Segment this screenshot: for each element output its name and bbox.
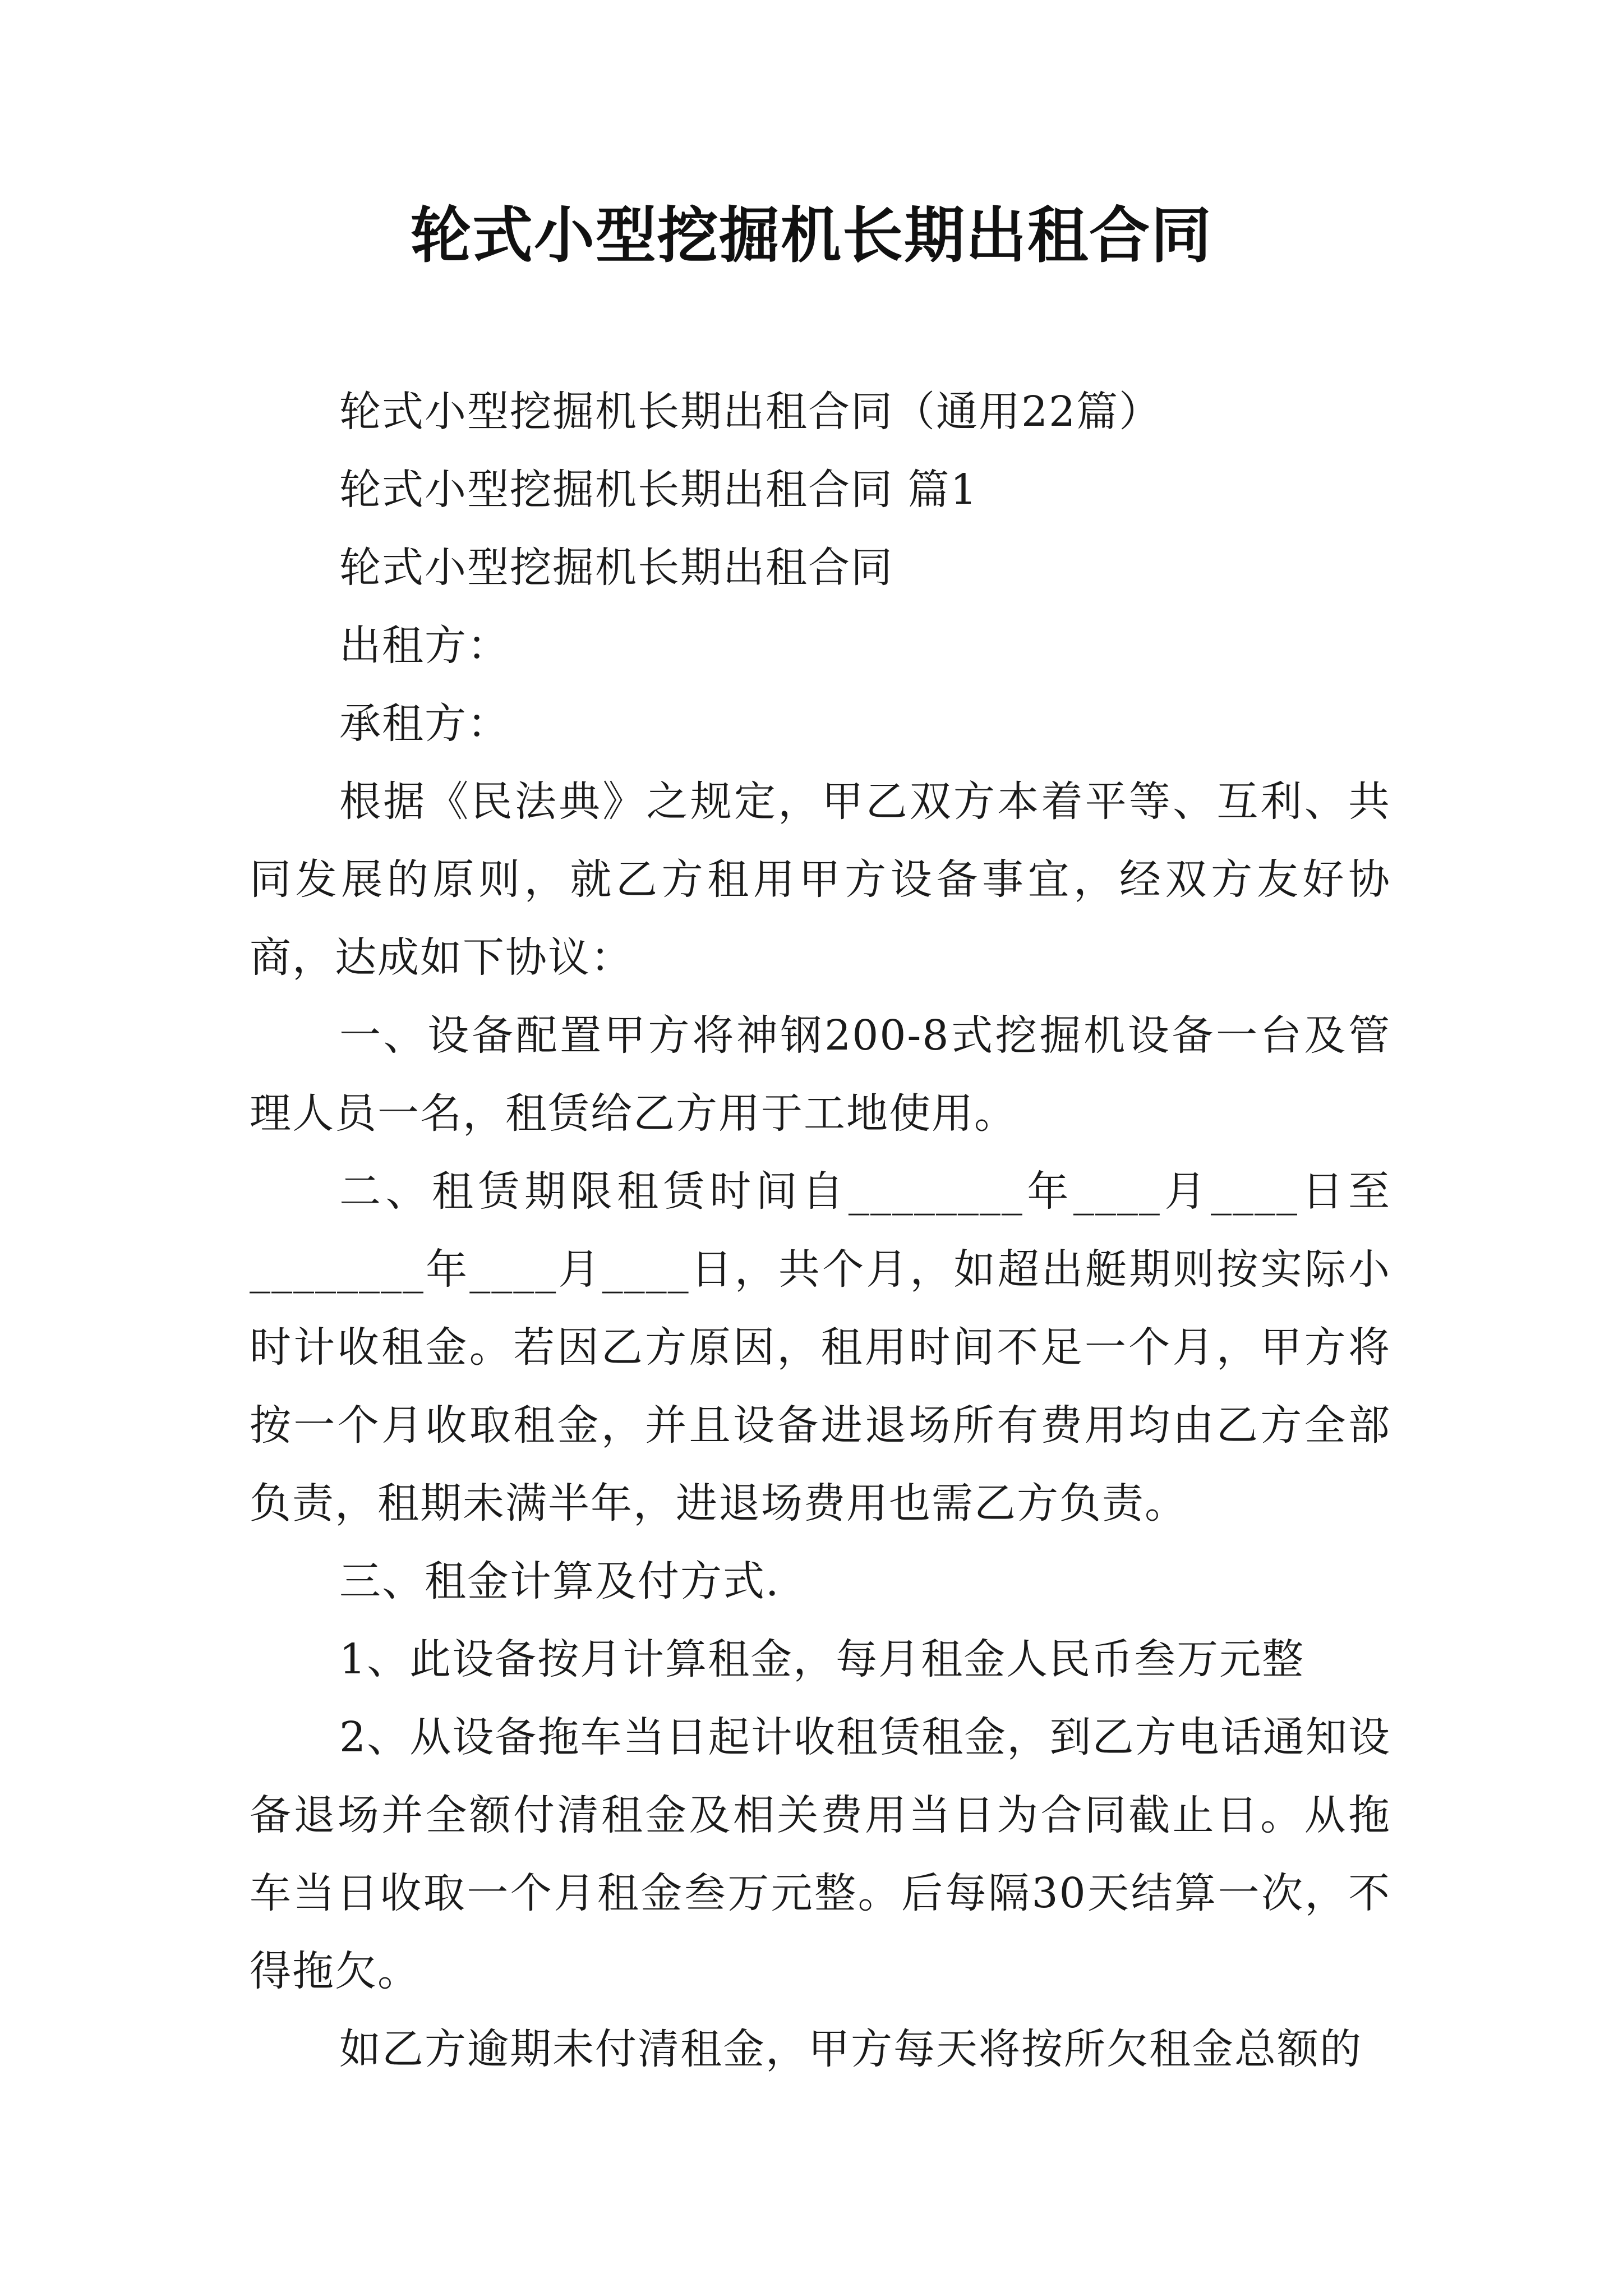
section-heading: 轮式小型挖掘机长期出租合同 篇1 bbox=[339, 466, 978, 514]
document-body bbox=[250, 373, 1391, 2088]
clause-late-payment: 如乙方逾期未付清租金，甲方每天将按所欠租金总额的 bbox=[339, 2025, 1362, 2073]
lessor-label: 出租方： bbox=[339, 622, 510, 670]
clause-rent-heading: 三、租金计算及付方式. bbox=[339, 1557, 780, 1605]
subtitle-paragraph: 轮式小型挖掘机长期出租合同（通用22篇） bbox=[339, 388, 1162, 436]
clause-term: 二、租赁期限租赁时间自________年____月____日至________年____月____日，共个月，如超出艇期则按实际小时计收租金。若因乙方原因，租用时间不足一个月，甲方将按一个月收取租金，并且设备进退场所有费用均由乙方全部负责，租期未满半年，进退场费用也需乙方负责。 bbox=[250, 1167, 1391, 1527]
document-title: 轮式小型挖掘机长期出租合同 bbox=[410, 200, 1212, 271]
lessee-label: 承租方： bbox=[339, 700, 510, 748]
clause-rent-item-2: 2、从设备拖车当日起计收租赁租金，到乙方电话通知设备退场并全额付清租金及相关费用当日为合同截止日。从拖车当日收取一个月租金叁万元整。后每隔30天结算一次，不得拖欠。 bbox=[250, 1713, 1391, 1995]
contract-name: 轮式小型挖掘机长期出租合同 bbox=[339, 544, 893, 592]
clause-equipment: 一、设备配置甲方将神钢200-8式挖掘机设备一台及管理人员一名，租赁给乙方用于工地使用。 bbox=[250, 1011, 1391, 1138]
preamble-paragraph: 根据《民法典》之规定，甲乙双方本着平等、互利、共同发展的原则，就乙方租用甲方设备事宜，经双方友好协商，达成如下协议： bbox=[250, 777, 1391, 982]
clause-rent-item-1: 1、此设备按月计算租金，每月租金人民币叁万元整 bbox=[339, 1635, 1305, 1683]
